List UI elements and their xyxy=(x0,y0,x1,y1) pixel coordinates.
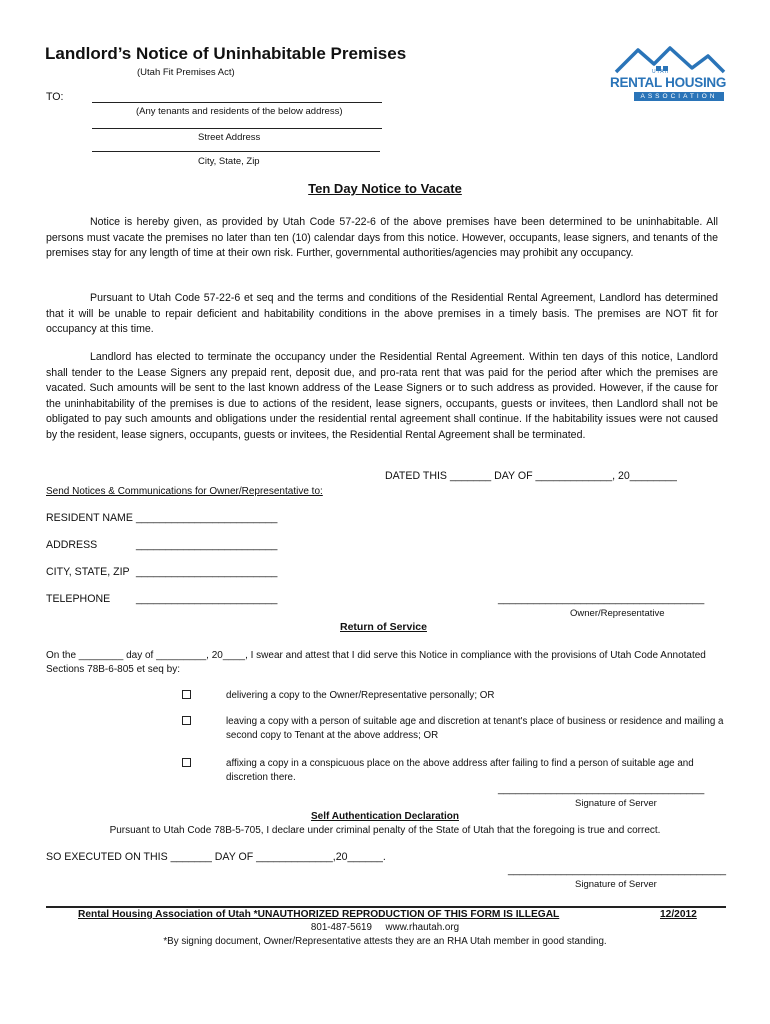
notice-heading: Ten Day Notice to Vacate xyxy=(308,181,462,196)
server-signature-line-2[interactable]: _____________________________________ xyxy=(508,864,726,876)
logo-main-text: RENTAL HOUSING xyxy=(610,75,727,90)
rha-logo xyxy=(608,42,728,104)
paragraph-text: Landlord has elected to terminate the occupancy under the Residential Rental Agreement. Within ten days of this notice, Landlord shall tender to the Lease Signers any prepaid rent, deposit due, and pro-rata rent that was paid for the period after which the premises are vacated. Such amounts will be sent to the last known address of the Lease Signers or to such address as provided. However, if the cause for the uninhabitability of the premises is due to actions of the resident, lease signers, occupants, guests or invitees, then Landlord shall not be obligated to pay such amounts and obligations under the residential rental agreement shall continue. If the habitability issues were not caused by the resident, lease signers, occupants, guests or invitees, the Residential Rental Agreement shall be terminated. xyxy=(46,351,718,441)
return-of-service-text: On the ________ day of _________, 20____, I swear and attest that I did serve this Notice in compliance with the provisions of Utah Code Annotated Sections 78B-6-805 et seq by: xyxy=(46,650,706,675)
street-caption: Street Address xyxy=(198,132,261,143)
resident-name-label: RESIDENT NAME xyxy=(46,512,133,524)
resident-name-line[interactable]: ________________________ xyxy=(136,512,278,524)
logo-bottom-text: ASSOCIATION xyxy=(634,92,724,101)
notice-paragraph-3 xyxy=(46,350,718,444)
option-3-text: affixing a copy in a conspicuous place on the above address after failing to find a person of suitable age and discretion there. xyxy=(226,758,694,783)
footer-main: Rental Housing Association of Utah *UNAUTHORIZED REPRODUCTION OF THIS FORM IS ILLEGAL xyxy=(78,909,560,920)
city-state-zip-label: CITY, STATE, ZIP xyxy=(46,566,130,578)
address-line[interactable]: ________________________ xyxy=(136,539,278,551)
address-label: ADDRESS xyxy=(46,539,98,551)
city-state-zip-field-line[interactable]: ________________________ xyxy=(136,566,278,578)
server-caption-2: Signature of Server xyxy=(575,879,657,890)
server-caption: Signature of Server xyxy=(575,798,657,809)
option-1-text: delivering a copy to the Owner/Representative personally; OR xyxy=(226,690,495,701)
paragraph-text: Notice is hereby given, as provided by Utah Code 57-22-6 of the above premises have been determined to be uninhabitable. All persons must vacate the premises no later than ten (10) calendar days from this notice. However, occupants, lease signers, and tenants of the premises stay for any length of time at their own risk. Further, governmental authorities/agencies may prohibit any occupancy. xyxy=(46,216,718,260)
dated-line[interactable]: DATED THIS _______ DAY OF _____________, 20________ xyxy=(385,470,677,482)
to-label: TO: xyxy=(46,91,64,103)
return-of-service-heading: Return of Service xyxy=(340,621,427,633)
option-2-checkbox[interactable] xyxy=(182,716,191,725)
telephone-line[interactable]: ________________________ xyxy=(136,593,278,605)
notice-paragraph-2 xyxy=(46,291,718,338)
footer-rule xyxy=(46,906,726,908)
option-2-text: leaving a copy with a person of suitable age and discretion at tenant's place of business or residence and mailing a second copy to Tenant at the above address; OR xyxy=(226,716,724,741)
street-address-line[interactable] xyxy=(92,128,382,129)
owner-signature-line[interactable]: ___________________________________ xyxy=(498,593,705,605)
city-state-zip-line[interactable] xyxy=(92,151,380,152)
option-3-checkbox[interactable] xyxy=(182,758,191,767)
server-signature-line[interactable]: ___________________________________ xyxy=(498,783,705,795)
self-auth-heading: Self Authentication Declaration xyxy=(311,811,459,822)
document-subtitle: (Utah Fit Premises Act) xyxy=(137,67,235,78)
executed-line[interactable]: SO EXECUTED ON THIS _______ DAY OF _____________,20______. xyxy=(46,851,386,863)
document-title: Landlord’s Notice of Uninhabitable Premises xyxy=(45,44,407,63)
self-auth-text: Pursuant to Utah Code 78B-5-705, I declare under criminal penalty of the State of Utah that the foregoing is true and correct. xyxy=(109,825,661,836)
notice-paragraph-1 xyxy=(46,215,718,262)
option-1-checkbox[interactable] xyxy=(182,690,191,699)
tenant-name-line[interactable] xyxy=(92,102,382,103)
tenants-caption: (Any tenants and residents of the below address) xyxy=(136,106,343,117)
footer-note: *By signing document, Owner/Representative attests they are an RHA Utah member in good standing. xyxy=(163,936,607,947)
send-notices-heading: Send Notices & Communications for Owner/Representative to: xyxy=(46,486,323,497)
city-caption: City, State, Zip xyxy=(198,156,260,167)
owner-caption: Owner/Representative xyxy=(570,608,665,619)
telephone-label: TELEPHONE xyxy=(46,593,111,605)
footer-date: 12/2012 xyxy=(660,909,697,920)
logo-top-text: UTAH xyxy=(652,69,670,75)
footer-contact: 801-487-5619 www.rhautah.org xyxy=(310,922,460,933)
paragraph-text: Pursuant to Utah Code 57-22-6 et seq and the terms and conditions of the Residential Rental Agreement, Landlord has determined that it will be unable to repair deficient and habitability conditions in the above premises in a timely basis. The premises are NOT fit for occupancy at this time. xyxy=(46,292,718,336)
